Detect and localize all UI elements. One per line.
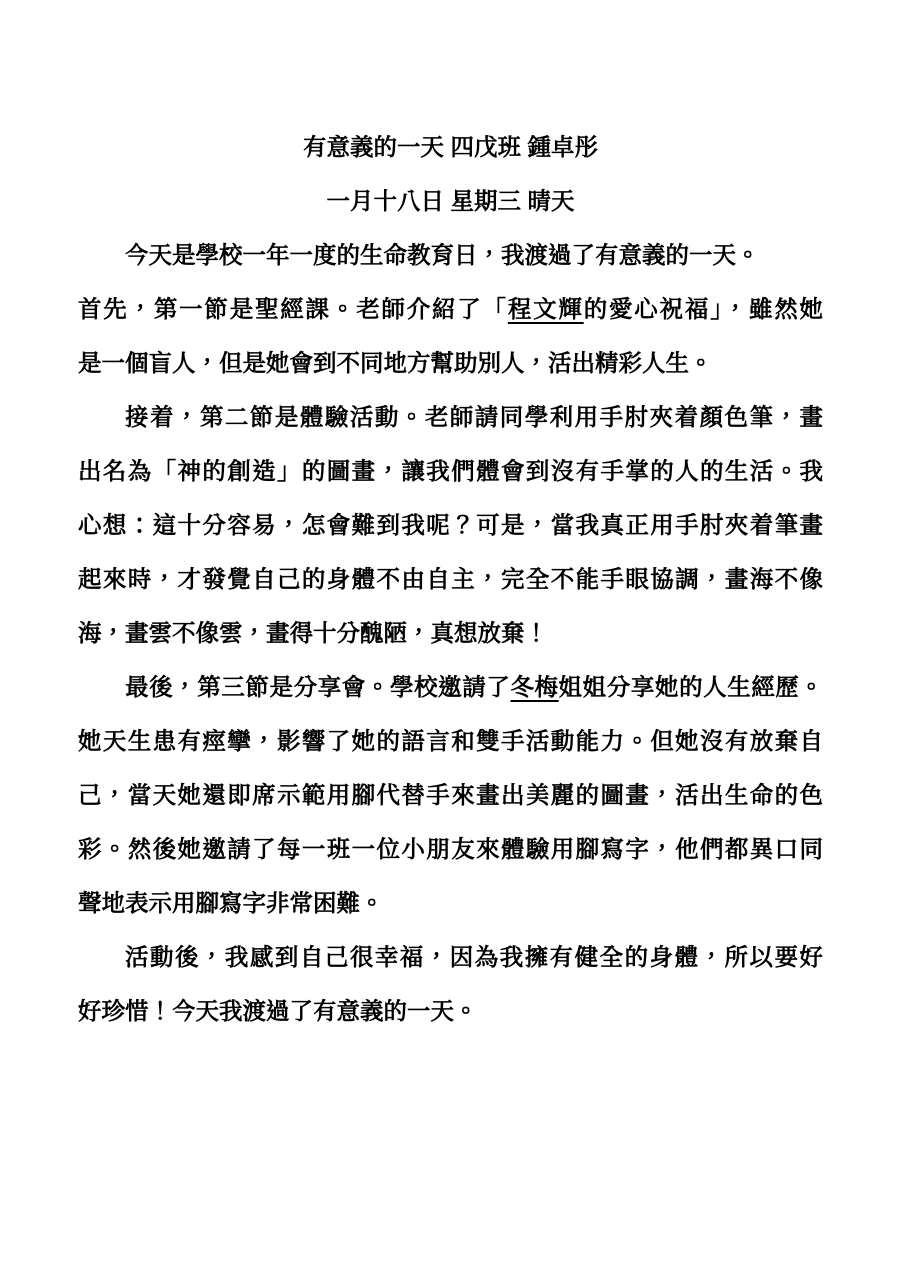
text-line: 好珍惜！今天我渡過了有意義的一天。 [78,998,478,1024]
paragraph-4 [78,930,823,1038]
text-segment: 的愛心祝福」，雖然她 [583,296,824,322]
paragraph-1 [78,228,823,390]
text-line [78,660,823,714]
text-line: 心想：這十分容易，怎會難到我呢？可是，當我真正用手肘夾着筆畫 [78,512,823,538]
underlined-person-name: 程文輝 [507,296,584,322]
text-line: 聲地表示用腳寫字非常困難。 [78,890,384,916]
underlined-person-name: 冬梅 [510,674,559,700]
text-line: 己，當天她還即席示範用腳代替手來畫出美麗的圖畫，活出生命的色 [78,782,823,808]
text-line: 活動後，我感到自己很幸福，因為我擁有健全的身體，所以要好 [125,944,823,970]
text-line: 彩。然後她邀請了每一班一位小朋友來體驗用腳寫字，他們都異口同 [78,836,823,862]
essay-dateline: 一月十八日 星期三 晴天 [326,188,575,214]
text-line: 今天是學校一年一度的生命教育日，我渡過了有意義的一天。 [125,242,760,268]
text-segment: 姐姐分享她的人生經歷。 [558,674,824,700]
paragraph-3 [78,660,823,930]
essay-title: 有意義的一天 四戊班 鍾卓彤 [302,134,599,160]
essay-text-block [78,120,823,1038]
paragraph-2 [78,390,823,660]
text-line: 海，畫雲不像雲，畫得十分醜陋，真想放棄！ [78,620,548,646]
text-line: 起來時，才發覺自己的身體不由自主，完全不能手眼協調，畫海不像 [78,566,823,592]
text-line: 是一個盲人，但是她會到不同地方幫助別人，活出精彩人生。 [78,350,713,376]
text-segment: 首先，第一節是聖經課。老師介紹了「 [78,296,508,322]
text-line: 出名為「神的創造」的圖畫，讓我們體會到沒有手掌的人的生活。我 [78,458,823,484]
text-segment: 最後，第三節是分享會。學校邀請了 [125,674,511,700]
text-line [78,282,823,336]
text-line: 她天生患有痙攣，影響了她的語言和雙手活動能力。但她沒有放棄自 [78,728,823,754]
text-line: 接着，第二節是體驗活動。老師請同學利用手肘夾着顏色筆，畫 [125,404,823,430]
